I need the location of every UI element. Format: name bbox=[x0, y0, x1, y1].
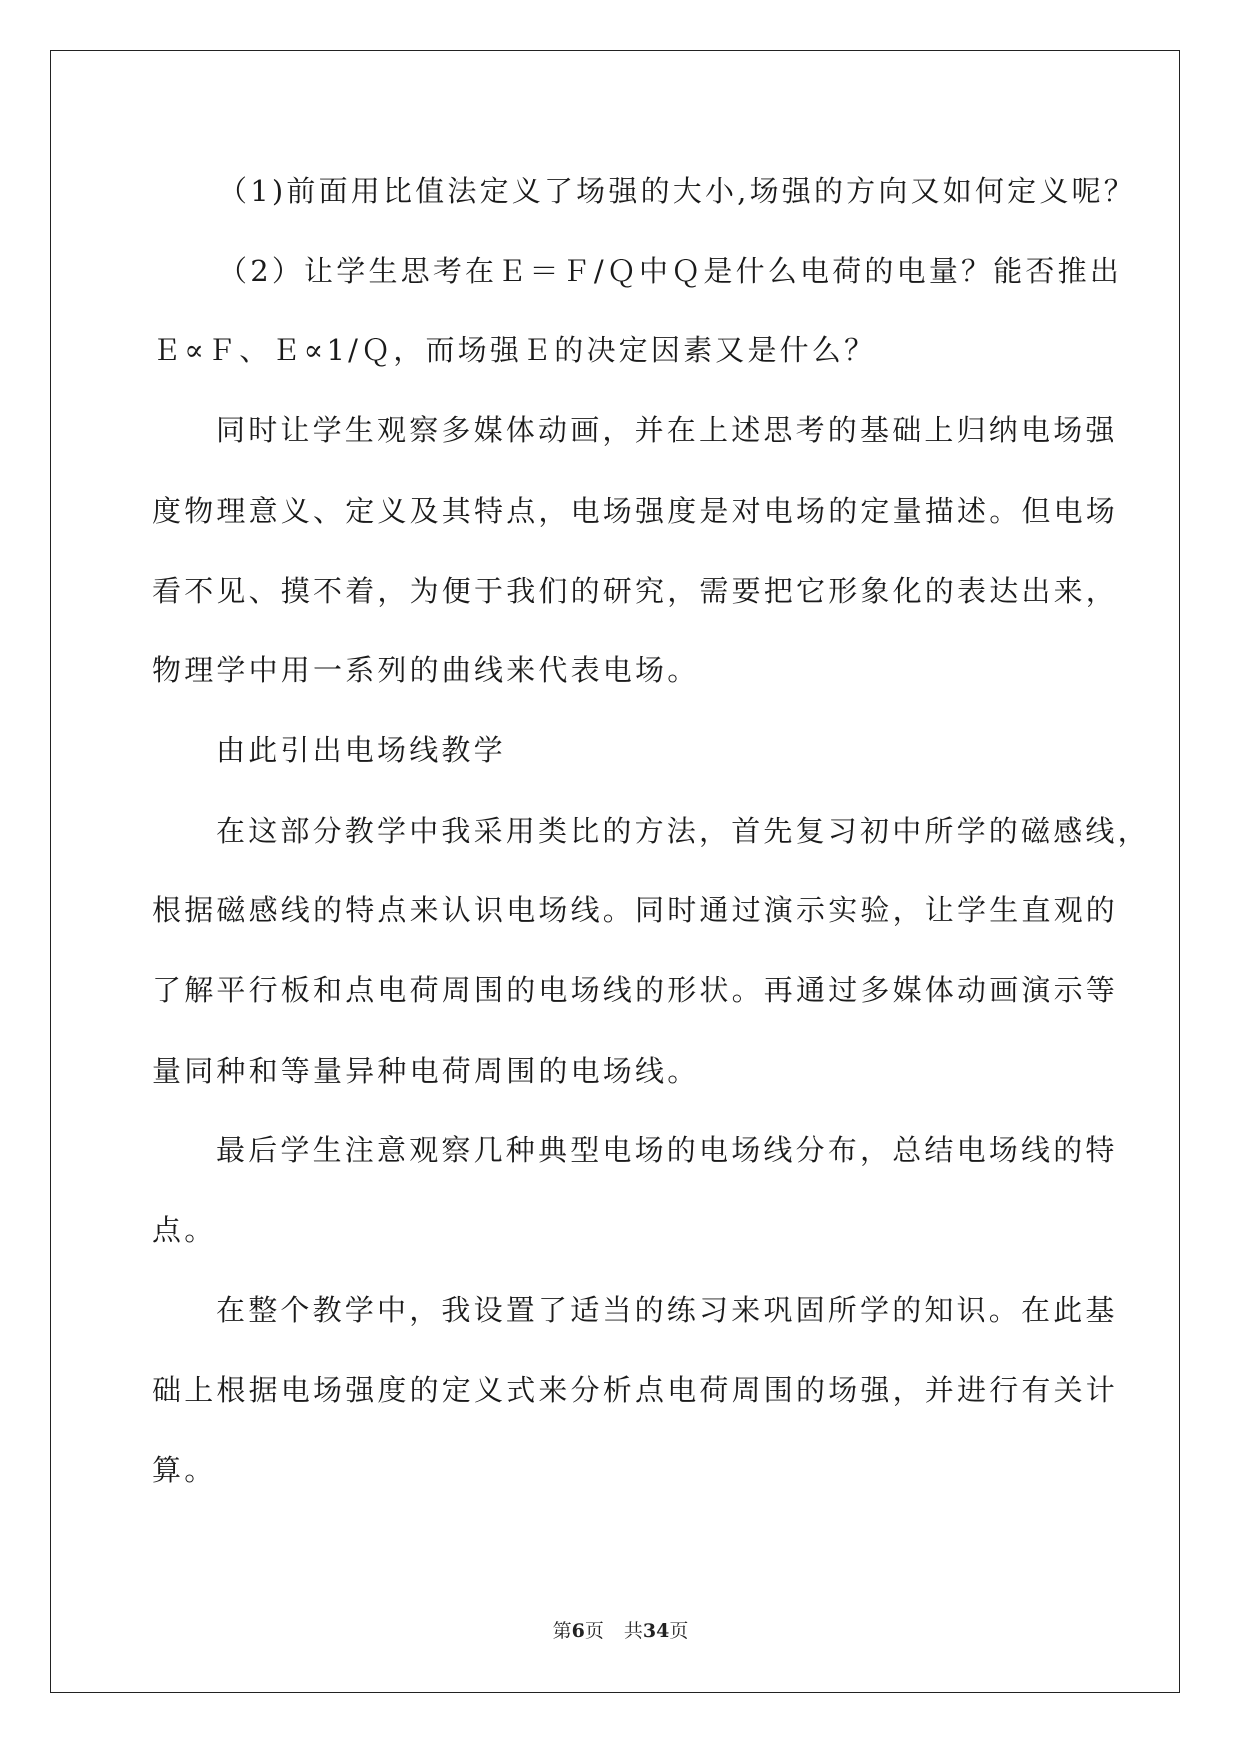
text-line: （1)前面用比值法定义了场强的大小,场强的方向又如何定义呢？ bbox=[218, 174, 1136, 208]
page-suffix: 页 bbox=[584, 1620, 604, 1642]
text-line: 量同种和等量异种电荷周围的电场线。 bbox=[152, 1054, 700, 1088]
text-line: 由此引出电场线教学 bbox=[216, 733, 506, 767]
total-suffix: 页 bbox=[669, 1620, 689, 1642]
text-line: 算。 bbox=[152, 1453, 217, 1487]
page-footer bbox=[0, 1616, 1241, 1643]
text-line: 点。 bbox=[152, 1213, 217, 1247]
text-line: 了解平行板和点电荷周围的电场线的形状。再通过多媒体动画演示等 bbox=[152, 973, 1119, 1007]
total-pages: 34 bbox=[642, 1620, 670, 1642]
page-border bbox=[50, 50, 1180, 1693]
text-line: 同时让学生观察多媒体动画，并在上述思考的基础上归纳电场强 bbox=[216, 413, 1118, 447]
text-line: 最后学生注意观察几种典型电场的电场线分布，总结电场线的特 bbox=[216, 1133, 1118, 1167]
text-line: （2）让学生思考在Ｅ＝Ｆ/Ｑ中Ｑ是什么电荷的电量？能否推出 bbox=[218, 254, 1123, 288]
text-line: 础上根据电场强度的定义式来分析点电荷周围的场强，并进行有关计 bbox=[152, 1373, 1119, 1407]
text-line: Ｅ∝Ｆ、Ｅ∝1/Ｑ，而场强Ｅ的决定因素又是什么？ bbox=[152, 333, 877, 367]
text-line: 在整个教学中，我设置了适当的练习来巩固所学的知识。在此基 bbox=[216, 1293, 1118, 1327]
text-line: 物理学中用一系列的曲线来代表电场。 bbox=[152, 653, 700, 687]
page-prefix: 第 bbox=[552, 1620, 572, 1642]
text-line: 度物理意义、定义及其特点，电场强度是对电场的定量描述。但电场 bbox=[152, 494, 1119, 528]
text-line: 根据磁感线的特点来认识电场线。同时通过演示实验，让学生直观的 bbox=[152, 893, 1119, 927]
text-line: 在这部分教学中我采用类比的方法，首先复习初中所学的磁感线， bbox=[216, 814, 1150, 848]
page-number: 6 bbox=[571, 1620, 585, 1642]
total-prefix: 共 bbox=[623, 1620, 643, 1642]
text-line: 看不见、摸不着，为便于我们的研究，需要把它形象化的表达出来， bbox=[152, 574, 1119, 608]
